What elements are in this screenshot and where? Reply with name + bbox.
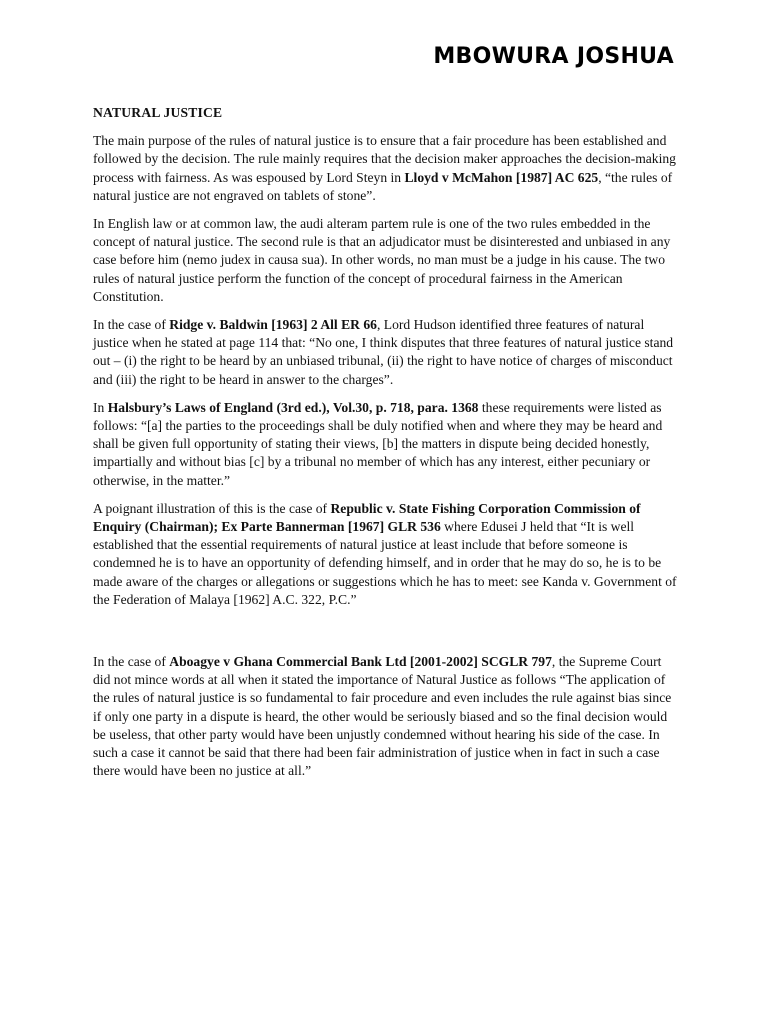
paragraph-text: In the case of xyxy=(93,654,170,670)
paragraph-text: In English law or at common law, the audi alteram partem rule is one of the two rules embedded in the concept of natural justice. The second rule is that an adjudicator must be disinterested and unbiased in any case before him (nemo judex in causa sua). In other words, no man must be a judge in his cause. The two rules of natural justice perform the function of the concept of procedural fairness in the American Constitution. xyxy=(93,216,671,304)
paragraph-halsbury xyxy=(93,399,677,490)
case-citation: Ridge v. Baldwin [1963] 2 All ER 66 xyxy=(169,317,377,333)
paragraph-text: , “the rules of natural justice are not engraved on tablets of stone”. xyxy=(93,169,673,203)
paragraph-aboagye xyxy=(93,653,677,780)
section-heading: NATURAL JUSTICE xyxy=(93,105,223,120)
paragraph-bannerman xyxy=(93,500,677,609)
document-body xyxy=(93,104,677,791)
paragraph-common-law xyxy=(93,215,677,306)
author-name: MBOWURA JOSHUA xyxy=(433,44,674,69)
paragraph-text: , the Supreme Court did not mince words at all when it stated the importance of Natural Justice as follows “The application of the rules of natural justice is so fundamental to fair procedure and even includes the rule against bias since if only one party in a dispute is heard, the other would be seriously biased and so the final decision would be useless, that other party would have been unjustly condemned without hearing his side of the case. In such a case it cannot be said that there had been fair administration of justice when in fact in such a case there would have been no justice at all.” xyxy=(93,654,672,779)
paragraph-text: these requirements were listed as follows: “[a] the parties to the proceedings shall be duly notified when and where they may be heard and shall be given full opportunity of stating their views, [b] the matters in dispute being decided honestly, impartially and without bias [c] by a tribunal no member of which has any interest, either pecuniary or otherwise, in the matter.” xyxy=(93,399,663,488)
paragraph-text: A poignant illustration of this is the case of xyxy=(93,500,331,516)
case-citation: Aboagye v Ghana Commercial Bank Ltd [2001-2002] SCGLR 797 xyxy=(169,654,552,670)
paragraph-ridge-v-baldwin xyxy=(93,316,677,389)
case-citation: Republic v. State Fishing Corporation Commission of Enquiry (Chairman); Ex Parte Bannerman [1967] GLR 536 xyxy=(93,500,641,535)
paragraph-text: In the case of xyxy=(93,317,170,333)
case-citation: Lloyd v McMahon [1987] AC 625 xyxy=(404,169,599,185)
paragraph-text: The main purpose of the rules of natural justice is to ensure that a fair procedure has been established and followed by the decision. The rule mainly requires that the decision maker approaches the decision-making process with fairness. As was espoused by Lord Steyn in xyxy=(93,133,676,185)
paragraph-spacer xyxy=(93,619,677,653)
paragraph-text: In xyxy=(93,399,108,415)
case-citation: Halsbury’s Laws of England (3rd ed.), Vol.30, p. 718, para. 1368 xyxy=(107,399,479,415)
paragraph-text: , Lord Hudson identified three features of natural justice when he stated at page 114 that: “No one, I think disputes that three features of natural justice stand out – (i) the right to be heard by an unbiased tribunal, (ii) the right to have notice of charges of misconduct and (iii) the right to be heard in answer to the charges”. xyxy=(93,317,674,387)
paragraph-purpose xyxy=(93,132,677,205)
paragraph-text: where Edusei J held that “It is well established that the essential requirements of natural justice at least include that before someone is condemned he is to have an opportunity of defending himself, and in order that he may do so, he is to be made aware of the charges or allegations or suggestions which he has to meet: see Kanda v. Government of the Federation of Malaya [1962] A.C. 322, P.C.” xyxy=(93,519,677,607)
